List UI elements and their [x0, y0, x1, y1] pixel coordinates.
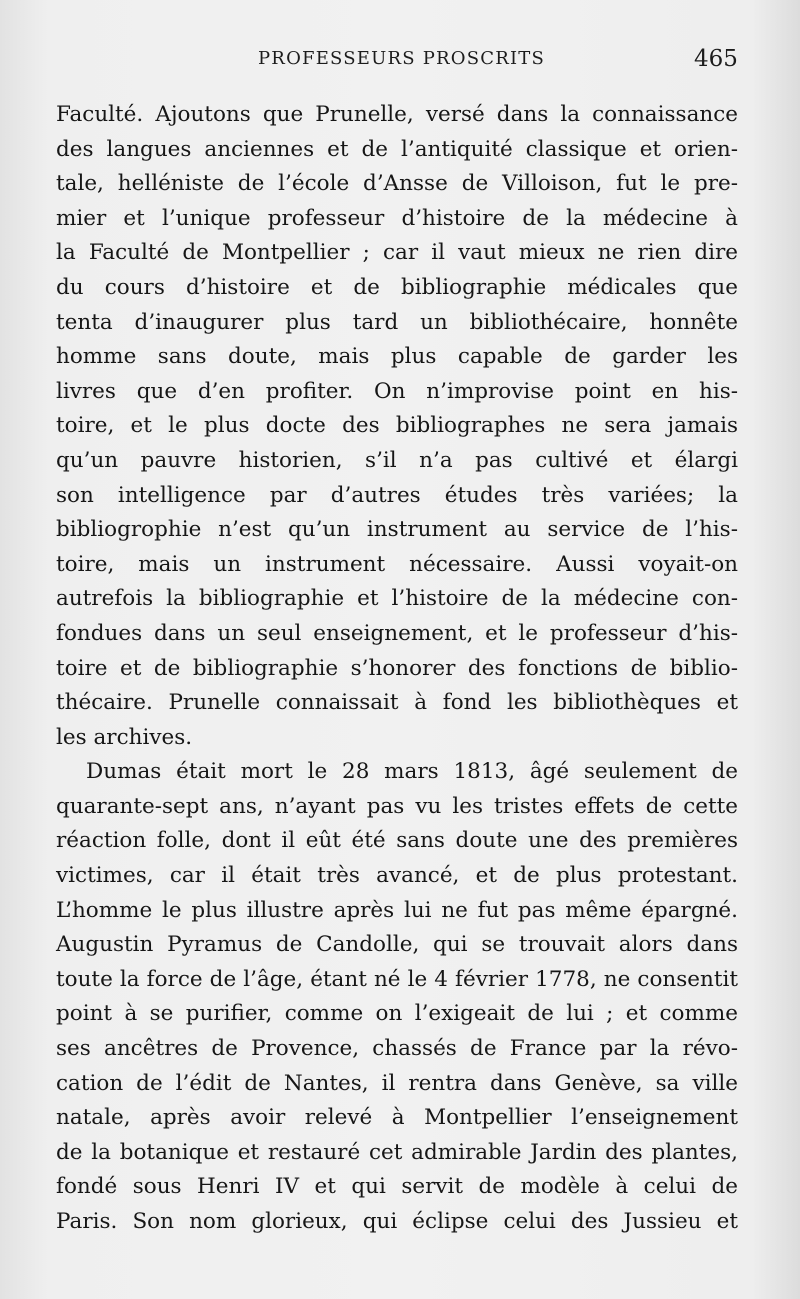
paragraph-start-line: Dumas était mort le 28 mars 1813, âgé seulement de: [86, 759, 738, 785]
text-line: qu’un pauvre historien, s’il n’a pas cultivé et élargi: [56, 447, 738, 473]
body-text: [56, 98, 738, 1240]
text-line: L’homme le plus illustre après lui ne fut pas même épargné.: [56, 897, 738, 923]
text-line: toire, et le plus docte des bibliographes ne sera jamais: [56, 413, 738, 439]
text-line: victimes, car il était très avancé, et de plus protestant.: [56, 863, 738, 889]
text-line: homme sans doute, mais plus capable de garder les: [56, 344, 738, 370]
text-line: Paris. Son nom glorieux, qui éclipse celui des Jussieu et: [56, 1209, 738, 1234]
text-line: du cours d’histoire et de bibliographie médicales que: [56, 274, 738, 300]
text-line: Faculté. Ajoutons que Prunelle, versé dans la connaissance: [56, 102, 738, 127]
text-line: fondues dans un seul enseignement, et le professeur d’his-: [56, 620, 738, 646]
text-line: thécaire. Prunelle connaissait à fond les bibliothèques et: [56, 690, 738, 716]
text-line: quarante-sept ans, n’ayant pas vu les tristes effets de cette: [56, 793, 738, 819]
paragraph-end-line: les archives.: [56, 724, 193, 750]
running-title: PROFESSEURS PROSCRITS: [258, 48, 546, 69]
text-line: point à se purifier, comme on l’exigeait de lui ; et comme: [56, 1001, 738, 1027]
text-line: autrefois la bibliographie et l’histoire de la médecine con-: [56, 586, 738, 612]
text-line: Augustin Pyramus de Candolle, qui se trouvait alors dans: [56, 932, 738, 958]
text-line: son intelligence par d’autres études très variées; la: [56, 482, 738, 508]
text-line: mier et l’unique professeur d’histoire de la médecine à: [56, 205, 738, 231]
text-line: la Faculté de Montpellier ; car il vaut mieux ne rien dire: [56, 240, 738, 266]
text-line: des langues anciennes et de l’antiquité classique et orien-: [56, 136, 738, 162]
text-line: fondé sous Henri IV et qui servit de modèle à celui de: [56, 1174, 738, 1200]
text-line: bibliogrophie n’est qu’un instrument au service de l’his-: [56, 517, 738, 543]
text-line: toire et de bibliographie s’honorer des fonctions de biblio-: [56, 655, 738, 681]
text-line: tenta d’inaugurer plus tard un bibliothécaire, honnête: [56, 309, 738, 335]
text-line: cation de l’édit de Nantes, il rentra dans Genève, sa ville: [56, 1070, 738, 1096]
text-line: livres que d’en profiter. On n’improvise point en his-: [56, 378, 738, 404]
text-line: toire, mais un instrument nécessaire. Aussi voyait-on: [56, 551, 738, 577]
text-line: de la botanique et restauré cet admirable Jardin des plantes,: [56, 1139, 738, 1165]
text-line: natale, après avoir relevé à Montpellier l’enseignement: [56, 1105, 738, 1131]
text-line: tale, helléniste de l’école d’Ansse de Villoison, fut le pre-: [56, 171, 738, 197]
page-header: [0, 48, 800, 82]
text-line: toute la force de l’âge, étant né le 4 février 1778, ne consentit: [56, 966, 738, 992]
text-line: réaction folle, dont il eût été sans doute une des premières: [56, 828, 738, 854]
text-line: ses ancêtres de Provence, chassés de France par la révo-: [56, 1036, 738, 1062]
page-number: 465: [694, 46, 738, 72]
